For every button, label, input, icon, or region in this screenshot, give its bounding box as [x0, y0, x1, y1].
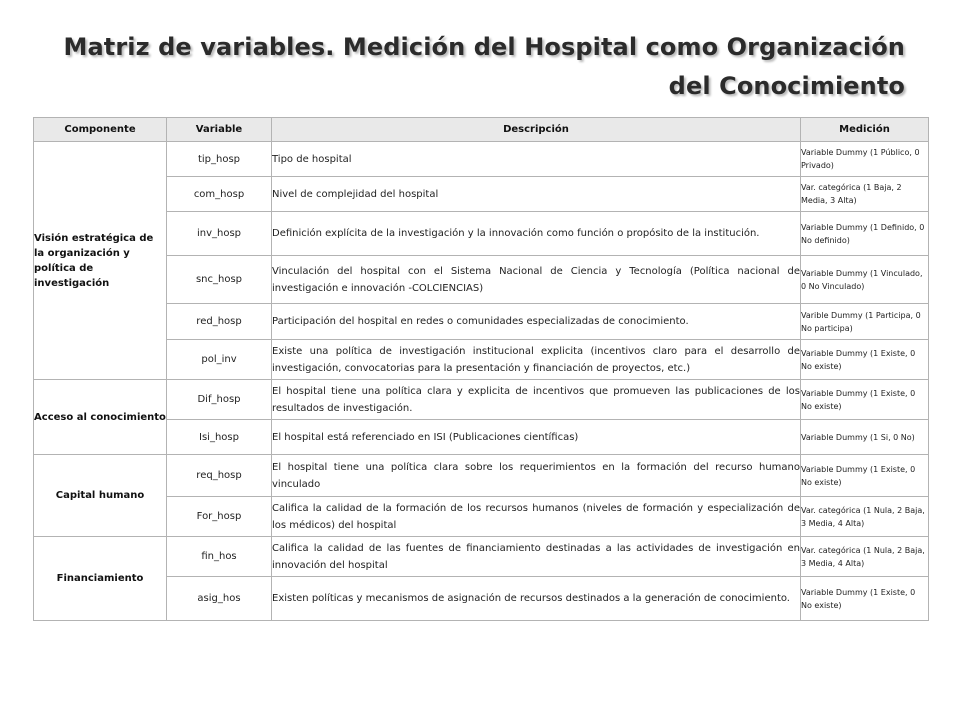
description-cell: Participación del hospital en redes o comunidades especializadas de conocimiento.: [272, 304, 801, 340]
table-row: [34, 177, 929, 212]
header-variable: Variable: [167, 118, 272, 142]
variable-cell: snc_hosp: [167, 256, 272, 304]
measurement-cell: Variable Dummy (1 Vinculado, 0 No Vinculado): [801, 256, 929, 304]
variable-cell: fin_hos: [167, 537, 272, 577]
table-row: [34, 212, 929, 256]
component-cell: Visión estratégica de la organización y política de investigación: [34, 142, 167, 380]
description-cell: Califica la calidad de la formación de los recursos humanos (niveles de formación y especialización de los médicos) del hospital: [272, 497, 801, 537]
variable-cell: tip_hosp: [167, 142, 272, 177]
table-row: [34, 577, 929, 621]
measurement-cell: Variable Dummy (1 Existe, 0 No existe): [801, 380, 929, 420]
measurement-cell: Variable Dummy (1 Público, 0 Privado): [801, 142, 929, 177]
description-cell: Nivel de complejidad del hospital: [272, 177, 801, 212]
description-cell: El hospital tiene una política clara y explicita de incentivos que promueven las publicaciones de los resultados de investigación.: [272, 380, 801, 420]
description-cell: Definición explícita de la investigación y la innovación como función o propósito de la institución.: [272, 212, 801, 256]
measurement-cell: Var. categórica (1 Nula, 2 Baja, 3 Media, 4 Alta): [801, 537, 929, 577]
measurement-cell: Variable Dummy (1 Si, 0 No): [801, 420, 929, 455]
description-cell: El hospital tiene una política clara sobre los requerimientos en la formación del recurso humano vinculado: [272, 455, 801, 497]
measurement-cell: Var. categórica (1 Baja, 2 Media, 3 Alta): [801, 177, 929, 212]
variable-cell: red_hosp: [167, 304, 272, 340]
table-row: [34, 256, 929, 304]
table-row: [34, 142, 929, 177]
description-cell: Vinculación del hospital con el Sistema Nacional de Ciencia y Tecnología (Política nacional de investigación e innovación -COLCIENCIAS): [272, 256, 801, 304]
table-row: [34, 537, 929, 577]
variable-cell: pol_inv: [167, 340, 272, 380]
measurement-cell: Variable Dummy (1 Existe, 0 No existe): [801, 577, 929, 621]
variable-cell: asig_hos: [167, 577, 272, 621]
header-descripcion: Descripción: [272, 118, 801, 142]
component-cell: Capital humano: [34, 455, 167, 537]
description-cell: El hospital está referenciado en ISI (Publicaciones científicas): [272, 420, 801, 455]
variable-cell: For_hosp: [167, 497, 272, 537]
table-row: [34, 340, 929, 380]
component-cell: Financiamiento: [34, 537, 167, 621]
measurement-cell: Variable Dummy (1 Existe, 0 No existe): [801, 455, 929, 497]
measurement-cell: Variable Dummy (1 Existe, 0 No existe): [801, 340, 929, 380]
variable-cell: Dif_hosp: [167, 380, 272, 420]
table-header-row: [34, 118, 929, 142]
table-row: [34, 420, 929, 455]
header-medicion: Medición: [801, 118, 929, 142]
header-componente: Componente: [34, 118, 167, 142]
table-row: [34, 380, 929, 420]
description-cell: Tipo de hospital: [272, 142, 801, 177]
variable-cell: req_hosp: [167, 455, 272, 497]
measurement-cell: Var. categórica (1 Nula, 2 Baja, 3 Media, 4 Alta): [801, 497, 929, 537]
table-row: [34, 497, 929, 537]
measurement-cell: Variable Dummy (1 Definido, 0 No definido): [801, 212, 929, 256]
page-title: Matriz de variables. Medición del Hospital como Organización del Conocimiento: [63, 33, 905, 100]
description-cell: Existe una política de investigación institucional explicita (incentivos claro para el desarrollo de investigación, convocatorias para la presentación y financiación de proyectos, etc.): [272, 340, 801, 380]
component-cell: Acceso al conocimiento: [34, 380, 167, 455]
variable-cell: Isi_hosp: [167, 420, 272, 455]
table-row: [34, 455, 929, 497]
description-cell: Existen políticas y mecanismos de asignación de recursos destinados a la generación de conocimiento.: [272, 577, 801, 621]
table-row: [34, 304, 929, 340]
measurement-cell: Varible Dummy (1 Participa, 0 No participa): [801, 304, 929, 340]
variables-matrix-table: [33, 117, 929, 621]
variable-cell: inv_hosp: [167, 212, 272, 256]
description-cell: Califica la calidad de las fuentes de financiamiento destinadas a las actividades de investigación en innovación del hospital: [272, 537, 801, 577]
variable-cell: com_hosp: [167, 177, 272, 212]
